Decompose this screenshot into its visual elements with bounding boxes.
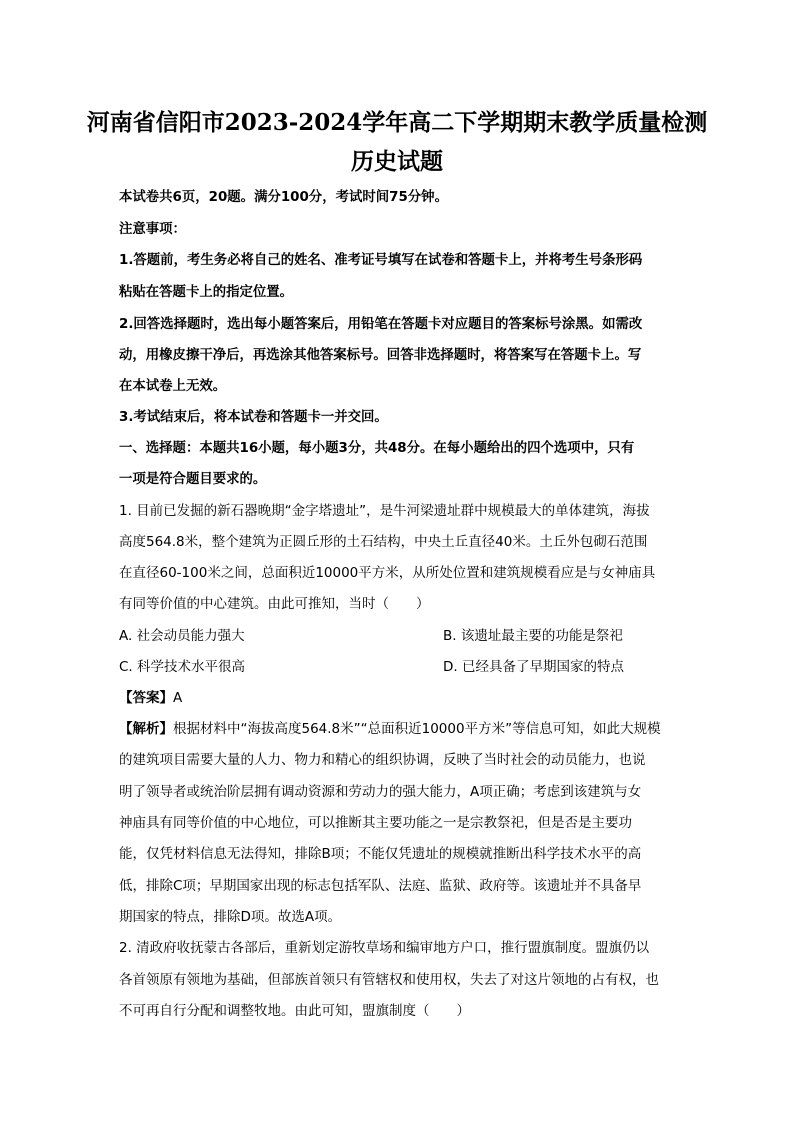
answer-value: A bbox=[173, 690, 183, 706]
notes-heading: 注意事项： bbox=[119, 222, 186, 237]
note-3: 3.考试结束后，将本试卷和答题卡一并交回。 bbox=[119, 410, 388, 425]
q1-stem-line-4: 有同等价值的中心建筑。由此可推知，当时（ ） bbox=[119, 596, 430, 612]
q1-analysis-line-7: 期国家的特点，排除D项。故选A项。 bbox=[119, 909, 342, 925]
section-heading-line-2: 一项是符合题目要求的。 bbox=[119, 472, 267, 487]
q1-analysis-line-5: 能，仅凭材料信息无法得知，排除B项；不能仅凭遗址的规模就推断出科学技术水平的高 bbox=[119, 846, 642, 862]
q1-analysis-line-4: 神庙具有同等价值的中心地位，可以推断其主要功能之一是宗教祭祀，但是否是主要功 bbox=[119, 815, 632, 831]
exam-info: 本试卷共6页，20题。满分100分，考试时间75分钟。 bbox=[119, 190, 448, 205]
document-subtitle: 历史试题 bbox=[351, 148, 443, 175]
note-1-line-1: 1.答题前，考生务必将自己的姓名、准考证号填写在试卷和答题卡上，并将考生号条形码 bbox=[119, 253, 643, 268]
section-heading-line-1: 一、选择题：本题共16小题，每小题3分，共48分。在每小题给出的四个选项中，只有 bbox=[119, 441, 635, 456]
q1-option-d: D. 已经具备了早期国家的特点 bbox=[443, 659, 624, 675]
answer-label: 【答案】 bbox=[119, 690, 173, 706]
q1-analysis-line-6: 低，排除C项；早期国家出现的标志包括军队、法庭、监狱、政府等。该遗址并不具备早 bbox=[119, 878, 642, 894]
note-1-line-2: 粘贴在答题卡上的指定位置。 bbox=[119, 285, 294, 300]
document-title: 河南省信阳市2023-2024学年高二下学期期末教学质量检测 bbox=[86, 109, 708, 136]
note-2-line-2: 动，用橡皮擦干净后，再选涂其他答案标号。回答非选择题时，将答案写在答题卡上。写 bbox=[119, 348, 642, 363]
q1-stem-line-3: 在直径60-100米之间，总面积近10000平方米，从所处位置和建筑规模看应是与女神庙具 bbox=[119, 565, 656, 581]
q1-option-a: A. 社会动员能力强大 bbox=[119, 628, 245, 644]
q1-stem-line-1: 1. 目前已发掘的新石器晚期“金字塔遗址”，是牛河梁遗址群中规模最大的单体建筑，海拔 bbox=[119, 503, 650, 519]
q1-analysis-line-3: 明了领导者或统治阶层拥有调动资源和劳动力的强大能力，A项正确；考虑到该建筑与女 bbox=[119, 784, 642, 800]
analysis-label: 【解析】 bbox=[119, 721, 173, 737]
q2-stem-line-1: 2. 清政府收抚蒙古各部后，重新划定游牧草场和编审地方户口，推行盟旗制度。盟旗仍以 bbox=[119, 940, 650, 956]
q1-option-c: C. 科学技术水平很高 bbox=[119, 659, 246, 675]
note-2-line-3: 在本试卷上无效。 bbox=[119, 379, 227, 394]
note-2-line-1: 2.回答选择题时，选出每小题答案后，用铅笔在答题卡对应题目的答案标号涂黑。如需改 bbox=[119, 317, 643, 332]
q1-option-b: B. 该遗址最主要的功能是祭祀 bbox=[443, 628, 623, 644]
q1-stem-line-2: 高度564.8米，整个建筑为正圆丘形的土石结构，中央土丘直径40米。土丘外包砌石范围 bbox=[119, 534, 648, 550]
q2-stem-line-3: 不可再自行分配和调整牧地。由此可知，盟旗制度（ ） bbox=[119, 1003, 470, 1019]
q1-answer bbox=[119, 686, 679, 706]
q1-analysis-line-1 bbox=[119, 717, 679, 737]
q1-analysis-line-2: 的建筑项目需要大量的人力、物力和精心的组织协调，反映了当时社会的动员能力，也说 bbox=[119, 752, 646, 768]
analysis-text: 根据材料中“海拔高度564.8米”“总面积近10000平方米”等信息可知，如此大规模 bbox=[173, 721, 661, 737]
q2-stem-line-2: 各首领原有领地为基础，但部族首领只有管辖权和使用权，失去了对这片领地的占有权，也 bbox=[119, 972, 659, 988]
